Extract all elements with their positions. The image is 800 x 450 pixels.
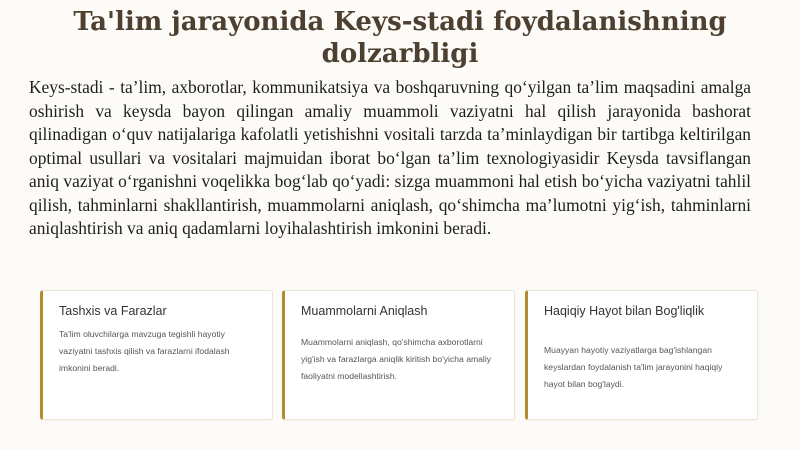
card-text: Muayyan hayotiy vaziyatlarga bag'ishlangan keyslardan foydalanish ta'lim jarayonini haqiqiy hayot bilan bog'laydi. — [544, 345, 723, 389]
card-text: Muammolarni aniqlash, qo'shimcha axborotlarni yig'ish va farazlarga aniqlik kiritish bo'yicha amaliy faoliyatni modellashtirish. — [301, 337, 492, 381]
card-tashxis-farazlar — [40, 290, 273, 420]
slide-title: Ta'lim jarayonida Keys-stadi foydalanishning dolzarbligi — [73, 7, 727, 69]
card-title: Haqiqiy Hayot bilan Bog'liqlik — [544, 304, 705, 318]
card-muammolarni-aniqlash — [282, 290, 515, 420]
card-title: Tashxis va Farazlar — [59, 304, 167, 318]
card-title: Muammolarni Aniqlash — [301, 304, 428, 318]
card-text: Ta'lim oluvchilarga mavzuga tegishli hayotiy vaziyatni tashxis qilish va farazlarni ifodalash imkonini beradi. — [59, 329, 230, 373]
card-haqiqiy-hayot — [525, 290, 758, 420]
slide-body-text: Keys-stadi - ta’lim, axborotlar, kommunikatsiya va boshqaruvning qo‘yilgan ta’lim maqsadini amalga oshirish va keysda bayon qilingan amaliy muammoli vaziyatni hal qilish jarayonida bashorat qilinadigan o‘quv natijalariga kafolatli yetishishni vositali tarzda ta’minlaydigan bir tartibga keltirilgan optimal usullari va vositalari majmuidan iborat bo‘lgan ta’lim texnologiyasidir Keysda tavsiflangan aniq vaziyat o‘rganishni voqelikka bog‘lab qo‘yadi: sizga muammoni hal etish bo‘yicha vaziyatni tahlil qilish, tahminlarni shakllantirish, muammolarni aniqlash, qo‘shimcha ma’lumotni yig‘ish, tahminlarni aniqlashtirish va aniq qadamlarni loyihalashtirish imkonini beradi. — [29, 77, 751, 238]
